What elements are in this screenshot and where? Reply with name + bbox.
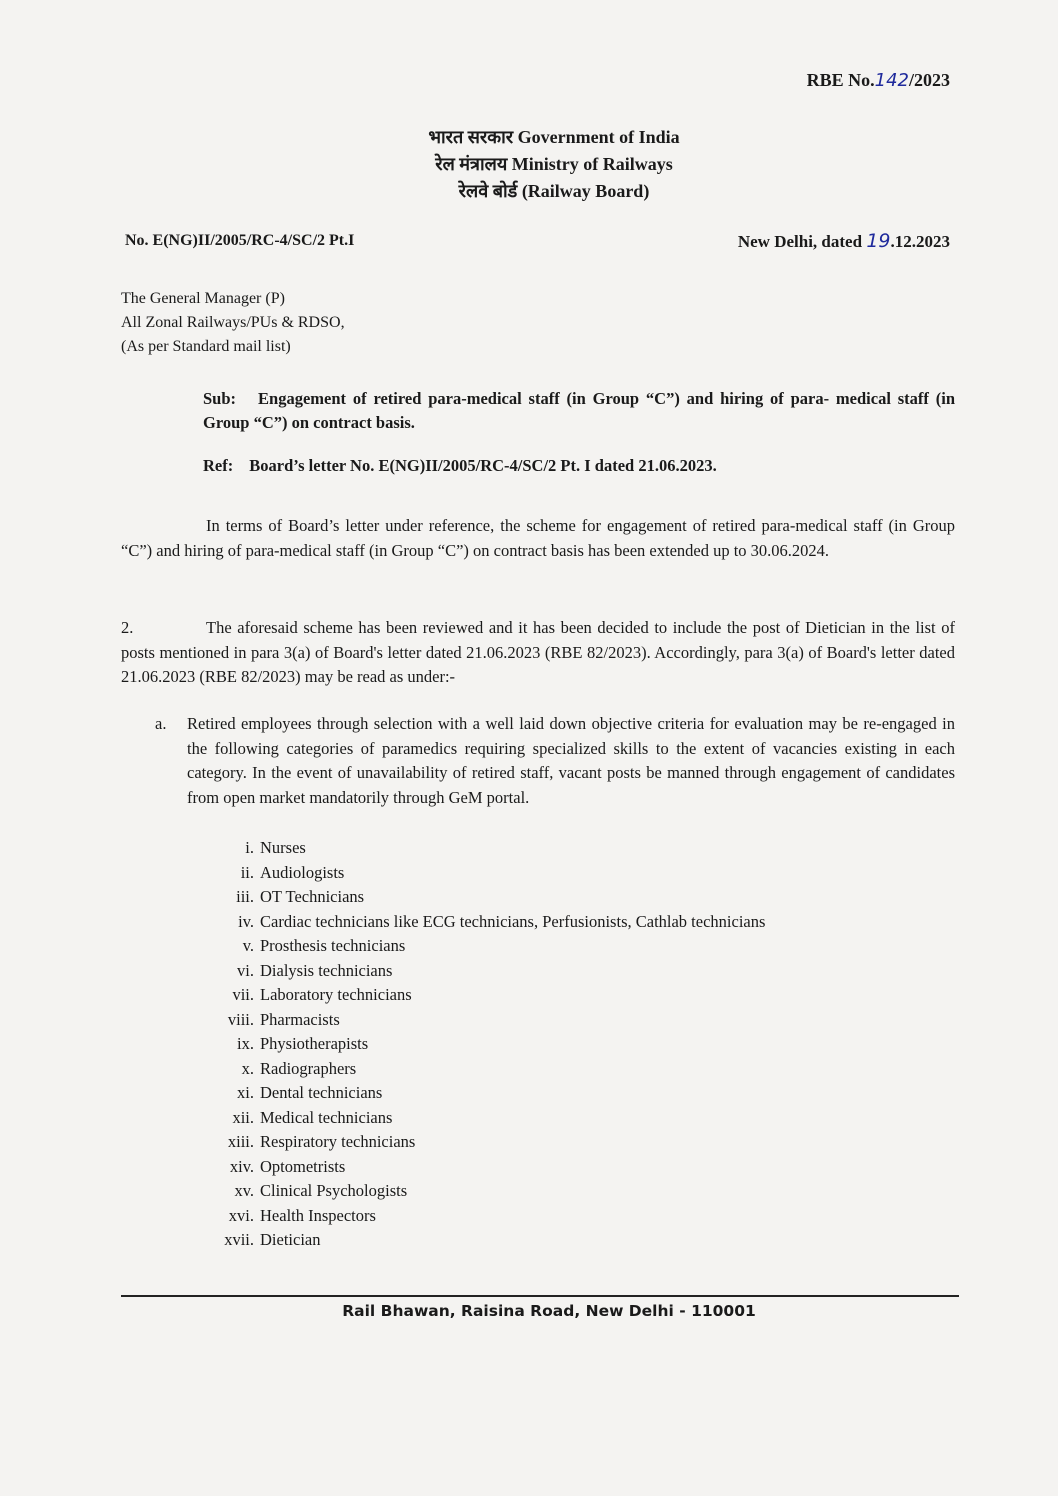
list-item	[200, 983, 765, 1008]
list-item-number: xvii.	[224, 1230, 254, 1249]
subject-line	[203, 387, 955, 435]
list-item-label: Cardiac technicians like ECG technicians, Perfusionists, Cathlab technicians	[260, 911, 766, 931]
list-item	[200, 1057, 765, 1082]
list-item	[200, 1204, 765, 1229]
list-item-number: xii.	[232, 1107, 254, 1127]
list-item-label: OT Technicians	[260, 887, 365, 906]
letter-date	[738, 230, 950, 252]
list-item	[200, 934, 765, 959]
addressee-line: The General Manager (P)	[121, 290, 285, 307]
rbe-number	[807, 70, 950, 91]
footer-address-text: Rail Bhawan, Raisina Road, New Delhi - 110001	[342, 1302, 756, 1320]
list-item-number: i.	[245, 838, 254, 857]
list-item-number: xiv.	[229, 1156, 254, 1176]
rbe-prefix: RBE No.	[806, 70, 875, 90]
list-item-number: ix.	[237, 1034, 254, 1053]
list-item	[200, 910, 765, 935]
list-item	[200, 1032, 765, 1057]
list-item-label: Dietician	[260, 1230, 321, 1249]
letterhead-ministry: रेल मंत्रालय Ministry of Railways	[435, 154, 673, 174]
list-item	[200, 1228, 765, 1253]
letterhead-board: रेलवे बोर्ड (Railway Board)	[458, 181, 650, 201]
reference-line	[203, 456, 717, 476]
letterhead-government: भारत सरकार Government of India	[428, 127, 680, 147]
list-item	[200, 1008, 765, 1033]
list-item-number: xvi.	[228, 1205, 254, 1225]
date-prefix: New Delhi, dated	[737, 232, 867, 251]
list-item-number: iii.	[236, 887, 254, 906]
file-number: No. E(NG)II/2005/RC-4/SC/2 Pt.I	[125, 232, 355, 249]
subject-label: Sub:	[203, 389, 237, 408]
list-item-label: Optometrists	[260, 1156, 346, 1176]
footer-address	[0, 1302, 1058, 1320]
list-item-number: xv.	[234, 1181, 254, 1200]
list-item	[200, 1130, 765, 1155]
list-item	[200, 1106, 765, 1131]
list-item-number: iv.	[238, 911, 254, 931]
list-item-label: Health Inspectors	[260, 1205, 376, 1225]
list-item-label: Dialysis technicians	[260, 960, 393, 980]
list-item-number: vi.	[237, 960, 254, 980]
list-item	[200, 861, 765, 886]
list-item	[200, 885, 765, 910]
clause-a-text: Retired employees through selection with a well laid down objective criteria for evaluation may be re-engaged in the following categories of paramedics requiring specialized skills to the extent of vacancies existing in each category. In the event of unavailability of retired staff, vacant posts be manned through engagement of candidates from open market mandatorily through GeM portal.	[187, 714, 955, 807]
paragraph-2-text: The aforesaid scheme has been reviewed and it has been decided to include the post of Dietician in the list of posts mentioned in para 3(a) of Board's letter dated 21.06.2023 (RBE 82/2023). Accordingly, para 3(a) of Board's letter dated 21.06.2023 (RBE 82/2023) may be read as under:-	[121, 618, 955, 686]
date-suffix: .12.2023	[890, 232, 950, 251]
list-item-number: ii.	[240, 862, 254, 882]
list-item-number: xiii.	[227, 1132, 254, 1151]
list-item-label: Dental technicians	[260, 1083, 383, 1102]
list-item-number: viii.	[227, 1009, 254, 1029]
list-item-label: Audiologists	[260, 862, 345, 882]
list-item-number: v.	[242, 936, 254, 955]
list-item-label: Prosthesis technicians	[260, 936, 406, 955]
paragraph-2	[121, 616, 955, 690]
list-item	[200, 1155, 765, 1180]
clause-a	[155, 712, 955, 810]
list-item	[200, 836, 765, 861]
list-item-number: xi.	[237, 1083, 254, 1102]
list-item-label: Nurses	[260, 838, 306, 857]
clause-marker: a.	[155, 714, 167, 733]
categories-list	[200, 836, 765, 1253]
list-item	[200, 959, 765, 984]
list-item-label: Laboratory technicians	[260, 985, 412, 1004]
list-item-label: Medical technicians	[260, 1107, 393, 1127]
addressee-line: All Zonal Railways/PUs & RDSO,	[121, 314, 345, 331]
list-item-number: x.	[241, 1058, 254, 1078]
footer-divider	[121, 1295, 959, 1297]
rbe-handwritten-number: 142	[874, 70, 909, 91]
paragraph-1: In terms of Board’s letter under reference, the scheme for engagement of retired para-medical staff (in Group “C”) and hiring of para-medical staff (in Group “C”) on contract basis has been extended up to 30.06.2024.	[121, 516, 955, 560]
list-item-label: Respiratory technicians	[260, 1132, 416, 1151]
subject-text: Engagement of retired para-medical staff (in Group “C”) and hiring of para- medical staff (in Group “C”) on contract basis.	[203, 389, 955, 432]
rbe-suffix: /2023	[908, 70, 950, 90]
addressee-block	[121, 287, 345, 359]
reference-label: Ref:	[203, 456, 234, 475]
reference-text: Board’s letter No. E(NG)II/2005/RC-4/SC/2 Pt. I dated 21.06.2023.	[249, 456, 717, 475]
list-item-label: Radiographers	[260, 1058, 357, 1078]
letterhead	[0, 124, 1058, 205]
list-item-label: Clinical Psychologists	[260, 1181, 408, 1200]
list-item	[200, 1179, 765, 1204]
paragraph-number: 2.	[121, 618, 134, 637]
list-item-number: vii.	[232, 985, 254, 1004]
list-item-label: Physiotherapists	[260, 1034, 369, 1053]
date-handwritten-day: 19	[866, 230, 891, 252]
addressee-line: (As per Standard mail list)	[121, 338, 291, 355]
list-item-label: Pharmacists	[260, 1009, 340, 1029]
list-item	[200, 1081, 765, 1106]
